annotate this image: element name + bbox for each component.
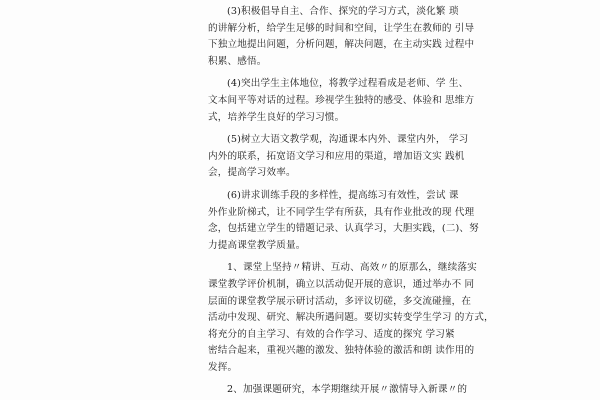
text-line: 的讲解分析，给学生足够的时间和空间，让学生在教师的 引导 <box>208 22 475 34</box>
paragraph-8 <box>208 382 468 399</box>
document-body <box>208 0 494 399</box>
paragraph-5 <box>208 132 469 182</box>
text-line: 活动中发现、研究、解决所遇问题。要切实转变学生学习 的方式， <box>208 312 494 324</box>
text-line: 式，培养学生良好的学习习惯。 <box>208 111 345 123</box>
paragraph-4 <box>208 76 475 126</box>
text-line: 力提高课堂教学质量。 <box>208 239 306 251</box>
text-line: 下独立地提出问题，分析问题，解决问题，在主动实践 过程中 <box>208 39 475 51</box>
paragraph-6 <box>208 188 479 254</box>
paragraph-7 <box>208 260 494 376</box>
text-line: 1、课堂上坚持〃精讲、互动、高效〃的原那么，继续落实 <box>227 262 477 274</box>
text-line: (3)积极倡导自主、合作、探究的学习方式，淡化繁 琐 <box>227 6 459 17</box>
paragraph-3 <box>208 4 475 70</box>
text-line: 念，包括建立学生的错题记录、认真学习，大胆实践，(二)、努 <box>208 223 479 235</box>
text-line: 层面的课堂教学展示研讨活动，多评议切磋，多交流碰撞，在 <box>208 295 472 307</box>
text-line: 积累、感悟。 <box>208 55 267 67</box>
text-line: 会，提高学习效率。 <box>208 167 296 179</box>
text-line: 文本间平等对话的过程。珍视学生独特的感受、体验和 思维方 <box>208 94 475 106</box>
text-line: (4)突出学生主体地位，将教学过程看成是老师、学 生、 <box>227 78 469 90</box>
text-line: 2、加强课题研究，本学期继续开展〃激情导入新课〃的 <box>227 384 468 396</box>
text-line: 将充分的自主学习、有效的合作学习、适度的探究 学习紧 <box>208 328 455 340</box>
text-line: 密结合起来，重视兴趣的激发、独特体验的激活和朗 读作用的 <box>208 345 475 357</box>
text-line: (5)树立大语文教学观，沟通课本内外、课堂内外， 学习 <box>227 134 469 146</box>
text-line: 外作业阶梯式，让不同学生学有所获，具有作业批改的现 代理 <box>208 206 475 218</box>
text-line: (6)讲求训练手段的多样性，提高练习有效性，尝试 课 <box>227 189 459 201</box>
text-line: 课堂教学评价机制，确立以活动促开展的意识，通过举办不 同 <box>208 278 475 290</box>
text-line: 发挥。 <box>208 361 238 373</box>
text-line: 内外的联系，拓宽语文学习和应用的渠道，增加语文实 践机 <box>208 150 465 162</box>
